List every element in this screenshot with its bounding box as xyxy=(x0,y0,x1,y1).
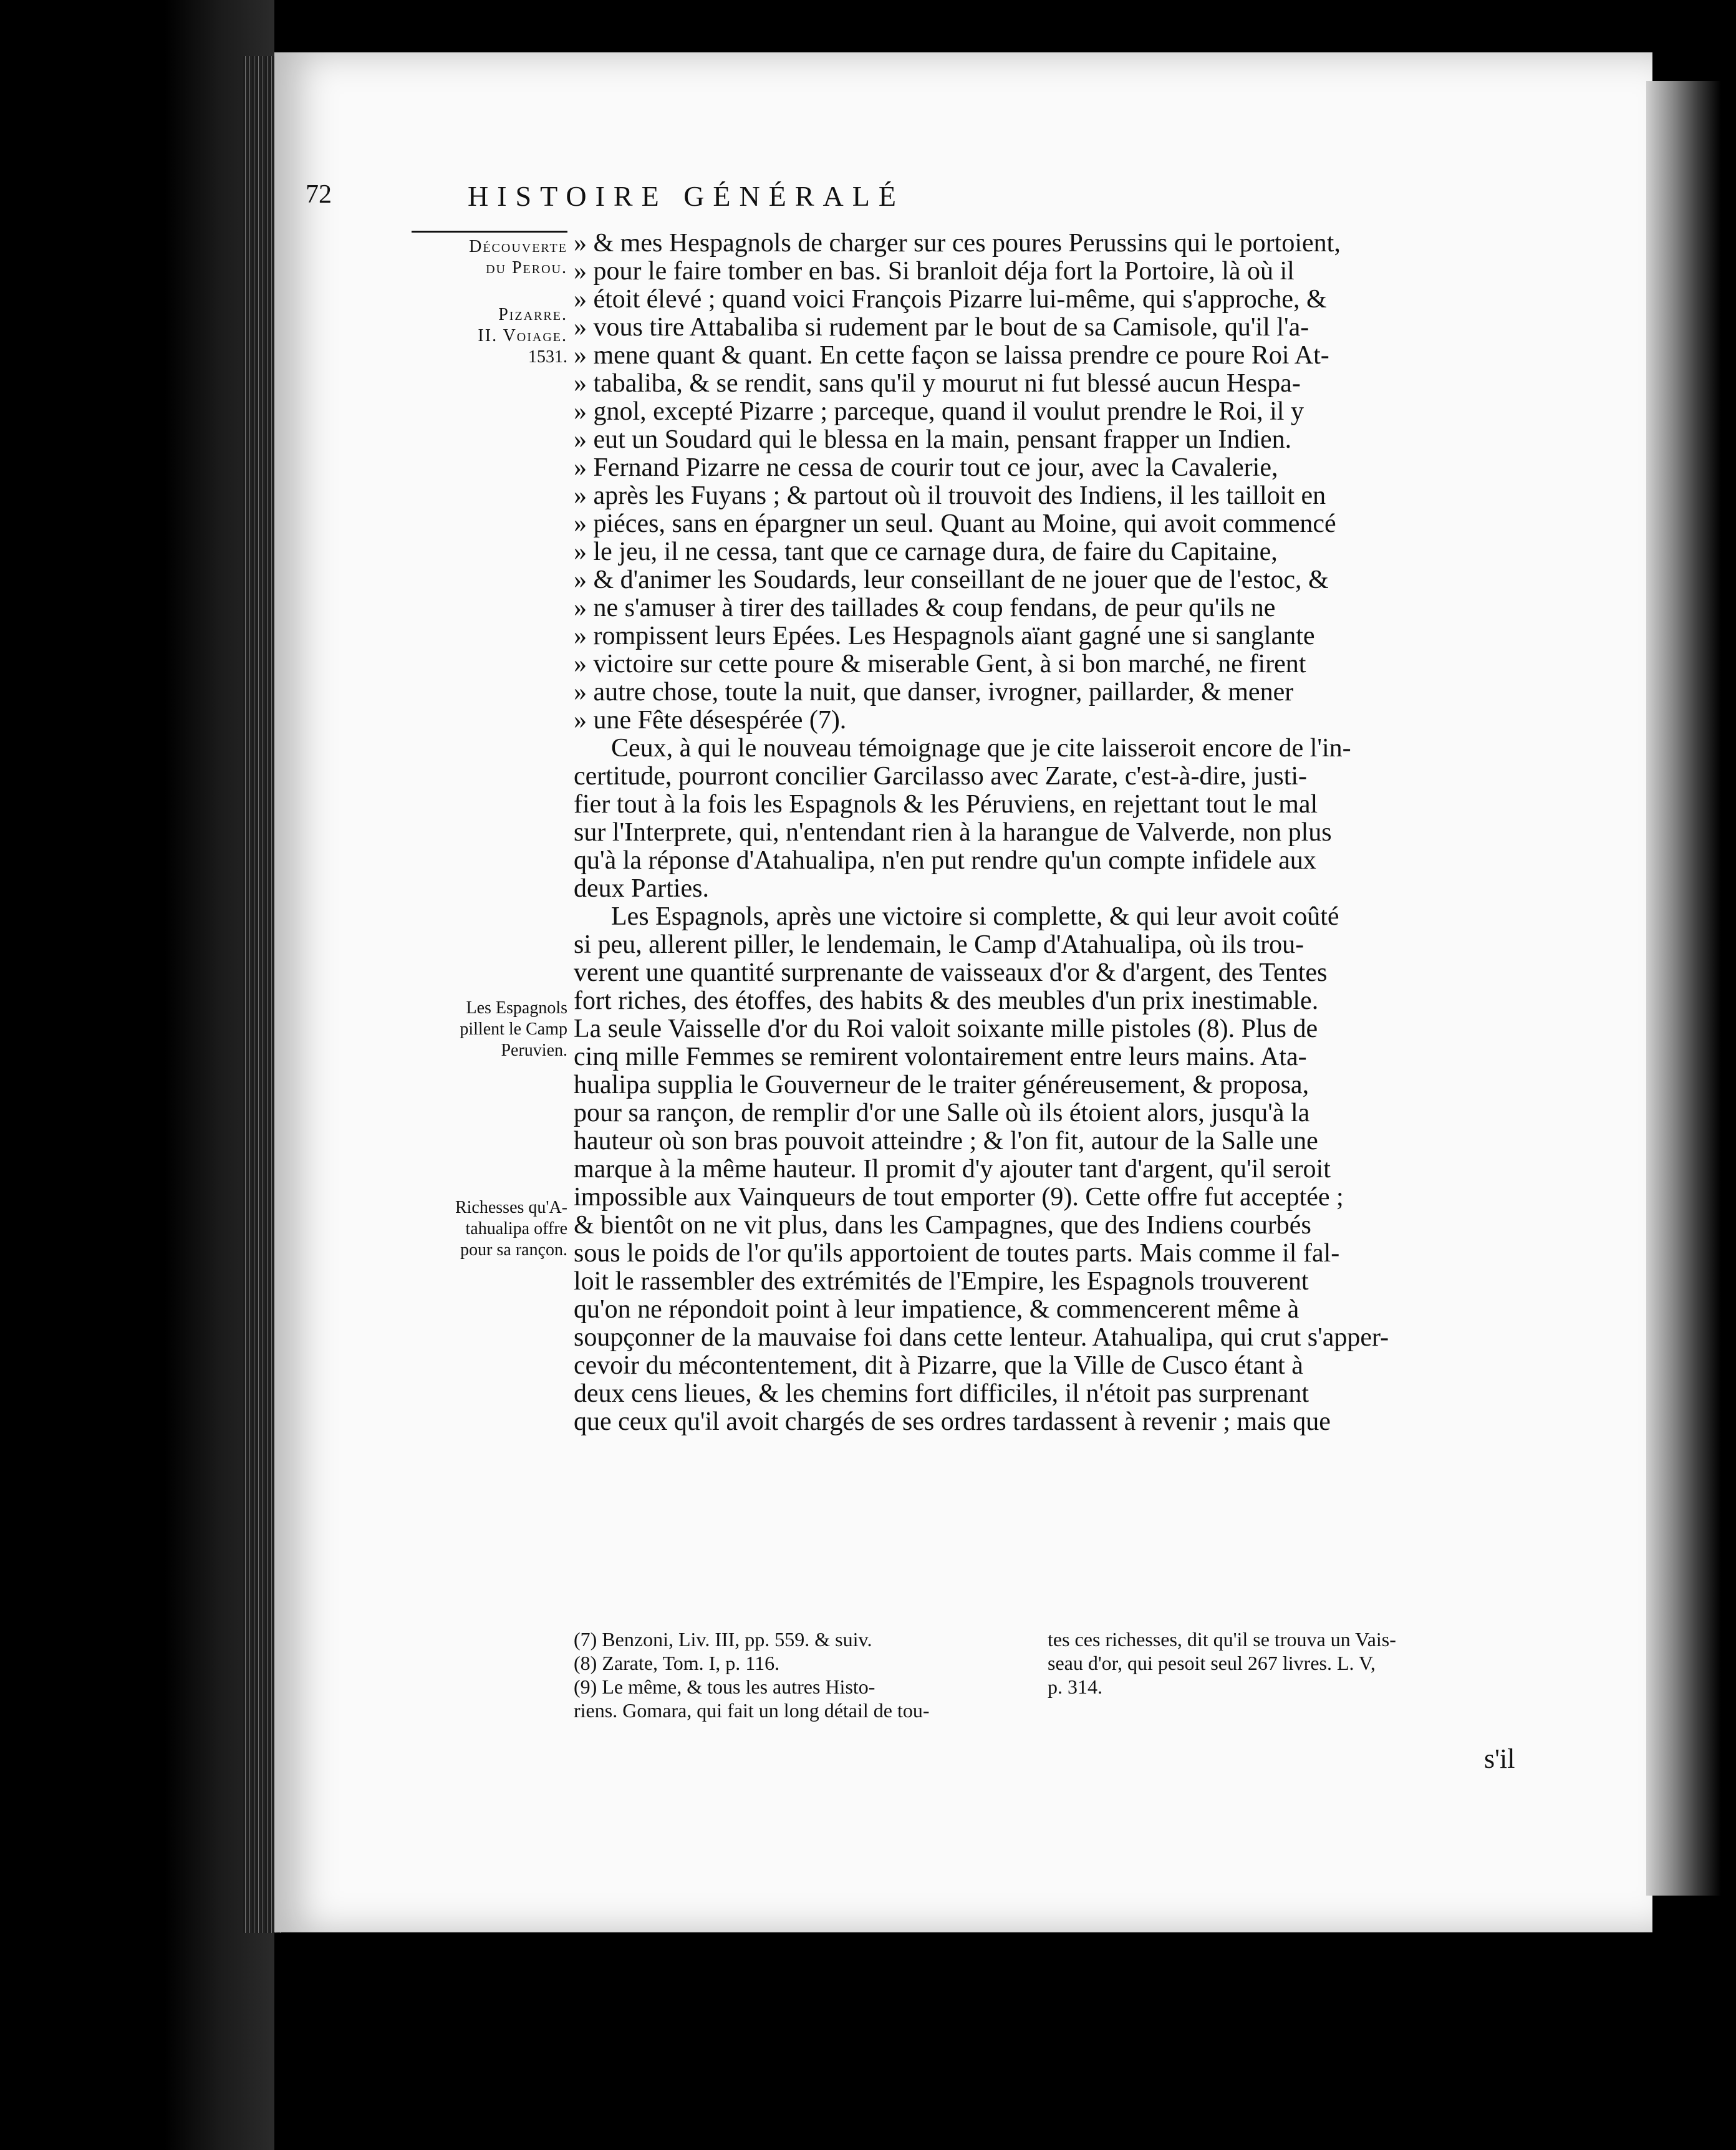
text-line: » étoit élevé ; quand voici François Pizarre lui-même, qui s'approche, & xyxy=(574,286,1327,314)
text-line: marque à la même hauteur. Il promit d'y ajouter tant d'argent, qu'il seroit xyxy=(574,1155,1331,1183)
margin-note-line: Peruvien. xyxy=(501,1041,567,1060)
margin-note-line: du Perou. xyxy=(486,258,567,277)
text-line: » & d'animer les Soudards, leur conseillant de ne jouer que de l'estoc, & xyxy=(574,566,1329,594)
text-line: » mene quant & quant. En cette façon se laissa prendre ce poure Roi At- xyxy=(574,342,1329,370)
text-line: certitude, pourront concilier Garcilasso avec Zarate, c'est-à-dire, justi- xyxy=(574,763,1308,791)
footnote-line: p. 314. xyxy=(1048,1675,1102,1698)
footnote-line: tes ces richesses, dit qu'il se trouva un Vais- xyxy=(1048,1628,1396,1651)
text-line: sous le poids de l'or qu'ils apportoient de toutes parts. Mais comme il fal- xyxy=(574,1240,1340,1268)
footnotes-right-column xyxy=(1048,1627,1509,1699)
text-line: Les Espagnols, après une victoire si complette, & qui leur avoit coûté xyxy=(611,903,1339,931)
text-line: » gnol, excepté Pizarre ; parceque, quand il voulut prendre le Roi, il y xyxy=(574,398,1304,426)
main-text xyxy=(574,229,1528,1436)
margin-note-line: Les Espagnols xyxy=(466,998,567,1018)
footnote-line: riens. Gomara, qui fait un long détail de tou- xyxy=(574,1699,930,1722)
margin-note-line: pour sa rançon. xyxy=(460,1240,567,1260)
footnotes-left-column xyxy=(574,1627,1035,1722)
text-line: que ceux qu'il avoit chargés de ses ordres tardassent à revenir ; mais que xyxy=(574,1408,1331,1436)
right-page-stack xyxy=(1646,81,1721,1896)
text-line: hauteur où son bras pouvoit atteindre ; & l'on fit, autour de la Salle une xyxy=(574,1127,1318,1155)
text-line: si peu, allerent piller, le lendemain, le Camp d'Atahualipa, où ils trou- xyxy=(574,931,1304,959)
text-line: soupçonner de la mauvaise foi dans cette lenteur. Atahualipa, qui crut s'apper- xyxy=(574,1324,1389,1352)
margin-note-line: Pizarre. xyxy=(498,305,567,324)
text-line: deux cens lieues, & les chemins fort difficiles, il n'étoit pas surprenant xyxy=(574,1380,1309,1408)
text-line: deux Parties. xyxy=(574,875,709,903)
text-line: Ceux, à qui le nouveau témoignage que je cite laisseroit encore de l'in- xyxy=(611,735,1351,763)
text-line: impossible aux Vainqueurs de tout emporter (9). Cette offre fut acceptée ; xyxy=(574,1183,1344,1212)
catchword: s'il xyxy=(1484,1743,1515,1774)
margin-note-line: Richesses qu'A- xyxy=(455,1198,567,1217)
text-line: » Fernand Pizarre ne cessa de courir tout ce jour, avec la Cavalerie, xyxy=(574,454,1278,482)
text-line: sur l'Interprete, qui, n'entendant rien à la harangue de Valverde, non plus xyxy=(574,819,1332,847)
margin-note-voyage xyxy=(412,304,567,368)
text-line: loit le rassembler des extrémités de l'Empire, les Espagnols trouverent xyxy=(574,1268,1309,1296)
text-line: » piéces, sans en épargner un seul. Quant au Moine, qui avoit commencé xyxy=(574,510,1336,538)
page-title: HISTOIRE GÉNÉRALÉ xyxy=(468,180,905,212)
text-line: » rompissent leurs Epées. Les Hespagnols aïant gagné une si sanglante xyxy=(574,622,1315,650)
footnote-line: (8) Zarate, Tom. I, p. 116. xyxy=(574,1652,780,1674)
text-line: » pour le faire tomber en bas. Si branloit déja fort la Portoire, là où il xyxy=(574,258,1295,286)
text-line: » ne s'amuser à tirer des taillades & coup fendans, de peur qu'ils ne xyxy=(574,594,1276,622)
text-line: » une Fête désespérée (7). xyxy=(574,706,847,735)
text-line: » vous tire Attabaliba si rudement par le bout de sa Camisole, qu'il l'a- xyxy=(574,314,1309,342)
margin-note-ransom xyxy=(412,1197,567,1261)
footnote-line: (9) Le même, & tous les autres Histo- xyxy=(574,1675,875,1698)
text-line: fier tout à la fois les Espagnols & les Péruviens, en rejettant tout le mal xyxy=(574,791,1318,819)
text-line: » victoire sur cette poure & miserable Gent, à si bon marché, ne firent xyxy=(574,650,1306,678)
footnote-line: (7) Benzoni, Liv. III, pp. 559. & suiv. xyxy=(574,1628,872,1651)
margin-note-line: tahualipa offre xyxy=(465,1219,567,1238)
margin-note-pillage xyxy=(412,998,567,1061)
book-spine-shadow xyxy=(0,0,274,2150)
text-line: » & mes Hespagnols de charger sur ces poures Perussins qui le portoient, xyxy=(574,229,1341,258)
margin-note-line: 1531. xyxy=(528,347,567,367)
text-line: » eut un Soudard qui le blessa en la main, pensant frapper un Indien. xyxy=(574,426,1292,454)
text-line: La seule Vaisselle d'or du Roi valoit soixante mille pistoles (8). Plus de xyxy=(574,1015,1318,1043)
text-line: cevoir du mécontentement, dit à Pizarre, que la Ville de Cusco étant à xyxy=(574,1352,1303,1380)
margin-note-discovery xyxy=(412,231,567,279)
margin-note-line: pillent le Camp xyxy=(460,1020,567,1039)
text-line: » autre chose, toute la nuit, que danser, ivrogner, paillarder, & mener xyxy=(574,678,1294,706)
text-line: pour sa rançon, de remplir d'or une Salle où ils étoient alors, jusqu'à la xyxy=(574,1099,1310,1127)
text-line: » tabaliba, & se rendit, sans qu'il y mourut ni fut blessé aucun Hespa- xyxy=(574,370,1301,398)
running-head xyxy=(306,180,1378,223)
text-line: cinq mille Femmes se remirent volontairement entre leurs mains. Ata- xyxy=(574,1043,1307,1071)
text-line: » le jeu, il ne cessa, tant que ce carnage dura, de faire du Capitaine, xyxy=(574,538,1278,566)
page-number: 72 xyxy=(306,180,332,209)
text-line: & bientôt on ne vit plus, dans les Campagnes, que des Indiens courbés xyxy=(574,1212,1311,1240)
text-line: hualipa supplia le Gouverneur de le traiter généreusement, & proposa, xyxy=(574,1071,1309,1099)
footnote-line: seau d'or, qui pesoit seul 267 livres. L. V, xyxy=(1048,1652,1376,1674)
text-line: qu'à la réponse d'Atahualipa, n'en put rendre qu'un compte infidele aux xyxy=(574,847,1316,875)
text-line: qu'on ne répondoit point à leur impatience, & commencerent même à xyxy=(574,1296,1300,1324)
text-line: » après les Fuyans ; & partout où il trouvoit des Indiens, il les tailloit en xyxy=(574,482,1326,510)
text-line: fort riches, des étoffes, des habits & des meubles d'un prix inestimable. xyxy=(574,987,1319,1015)
margin-note-line: II. Voiage. xyxy=(478,326,567,345)
margin-note-line: Découverte xyxy=(469,237,567,256)
text-line: verent une quantité surprenante de vaisseaux d'or & d'argent, des Tentes xyxy=(574,959,1328,987)
